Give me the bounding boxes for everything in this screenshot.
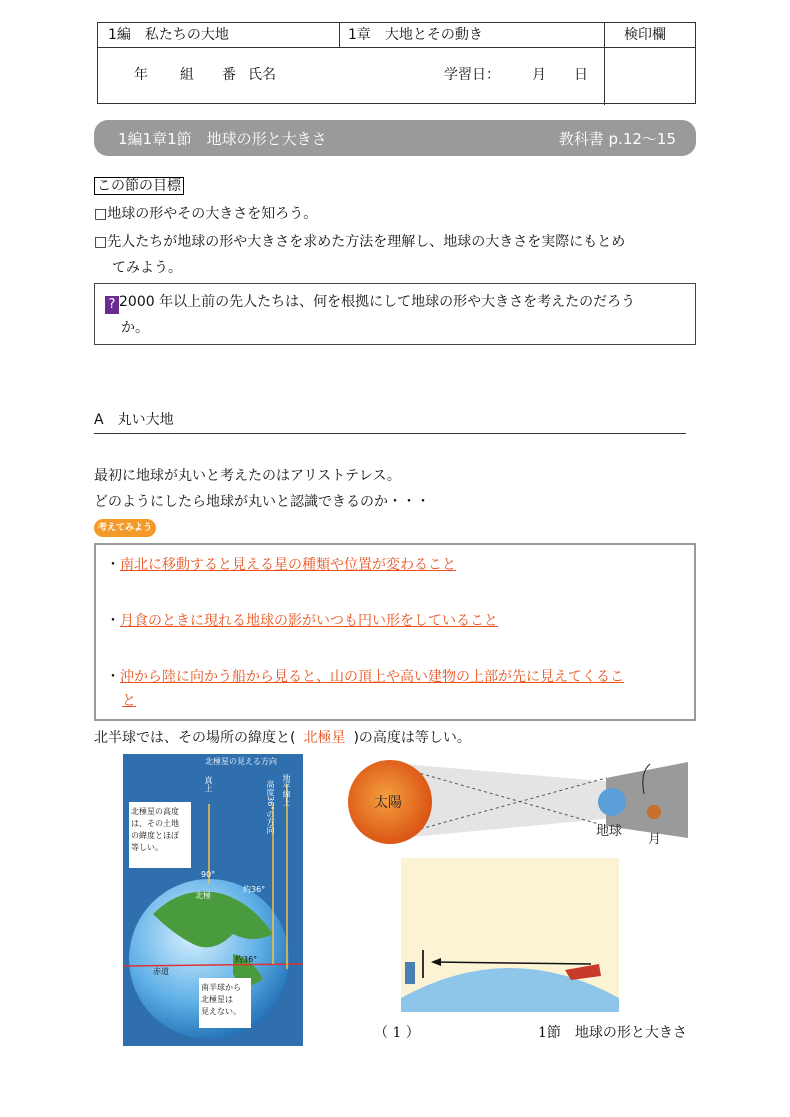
month-label: 月 (532, 67, 546, 83)
southern-note-line: 北極星は (201, 995, 233, 1004)
zenith-label: 真上 (204, 776, 213, 792)
goals-title (94, 176, 184, 196)
goal-item-1: □地球の形やその大きさを知ろう。 (94, 206, 318, 222)
answers-box (94, 543, 696, 721)
number-label: 番 (222, 67, 236, 83)
statement-answer: 北極星 (303, 730, 346, 746)
lunar-eclipse-figure (344, 754, 688, 850)
question-icon: ? (105, 296, 119, 314)
latitude-statement (94, 728, 471, 748)
horizon-label: 地平線上 (282, 774, 291, 806)
altitude-direction-label: 高度36°の方向 (266, 780, 275, 835)
polaris-note-line: は、その土地 (131, 819, 179, 828)
answer-1-text: 南北に移動すると見える星の種類や位置が変わること (120, 557, 456, 573)
answer-3-text: 沖から陸に向かう船から見ると、山の頂上や高い建物の上部が先に見えてくるこ (120, 669, 624, 685)
bullet: ・ (106, 613, 120, 629)
section-a-heading: A 丸い大地 (94, 412, 174, 428)
question-line-1 (105, 292, 635, 314)
goal-item-2-cont: てみよう。 (112, 260, 182, 276)
earth-label: 地球 (596, 824, 623, 839)
answer-2-text: 月食のときに現れる地球の影がいつも円い形をしていること (120, 613, 498, 629)
bullet: ・ (106, 557, 120, 573)
divider (604, 23, 605, 105)
polaris-note (131, 806, 179, 854)
polaris-note-line: 北極星の高度 (131, 807, 179, 816)
polaris-note-line: の緯度とほぼ (131, 831, 179, 840)
question-line-2: か。 (121, 320, 149, 336)
ship-illustration (401, 858, 619, 1012)
answer-1 (106, 555, 456, 575)
header-table (97, 22, 696, 104)
equator-label: 赤道 (153, 967, 169, 976)
answer-3 (106, 667, 624, 687)
question-box (94, 283, 696, 345)
study-date-label: 学習日： (444, 67, 500, 83)
think-badge: 考えてみよう (94, 519, 156, 537)
question-text: 2000 年以上前の先人たちは、何を根拠にして地球の形や大きさを考えたのだろう (119, 294, 636, 310)
polaris-direction-label: 北極星の見える方向 (205, 757, 277, 766)
section-title: 1編1章1節 地球の形と大きさ (118, 130, 327, 148)
answer-3-cont (122, 691, 136, 711)
page-number: （ 1 ） (374, 1025, 420, 1041)
textbook-pages: 教科書 p.12〜15 (558, 130, 676, 148)
north-pole-label: 北極 (195, 891, 211, 900)
answer-3-text-cont: と (122, 693, 136, 709)
name-label: 氏名 (248, 67, 276, 83)
southern-note (201, 982, 241, 1018)
section-a-rule (94, 433, 686, 434)
year-label: 年 (134, 67, 148, 83)
section-banner (94, 120, 696, 156)
angle-90-label: 90° (201, 870, 216, 879)
statement-pre: 北半球では、その場所の緯度と( (94, 730, 296, 746)
unit-label: 1編 私たちの大地 (108, 27, 229, 43)
goal-item-2: □先人たちが地球の形や大きさを求めた方法を理解し、地球の大きさを実際にもとめ (94, 234, 626, 250)
southern-note-line: 見えない。 (201, 1007, 241, 1016)
latitude-36-label: 約36° (235, 955, 258, 964)
goals-title-text: この節の目標 (94, 177, 184, 195)
moon-label: 月 (648, 832, 662, 847)
polaris-figure (123, 754, 303, 1046)
footer-section: 1節 地球の形と大きさ (538, 1025, 687, 1041)
day-label: 日 (574, 67, 588, 83)
section-a-paragraph-2: どのようにしたら地球が丸いと認識できるのか・・・ (94, 494, 430, 510)
polaris-note-line: 等しい。 (131, 843, 163, 852)
southern-note-line: 南半球から (201, 983, 241, 992)
bullet: ・ (106, 669, 120, 685)
sun-label: 太陽 (374, 795, 402, 811)
answer-2 (106, 611, 498, 631)
section-a-paragraph-1: 最初に地球が丸いと考えたのはアリストテレス。 (94, 468, 401, 484)
ship-figure (401, 858, 619, 1012)
statement-post: )の高度は等しい。 (353, 730, 471, 746)
divider (339, 23, 340, 47)
stamp-label: 検印欄 (624, 27, 666, 43)
angle-36-label: 約36° (243, 885, 266, 894)
class-label: 組 (180, 67, 194, 83)
chapter-label: 1章 大地とその動き (348, 27, 483, 43)
